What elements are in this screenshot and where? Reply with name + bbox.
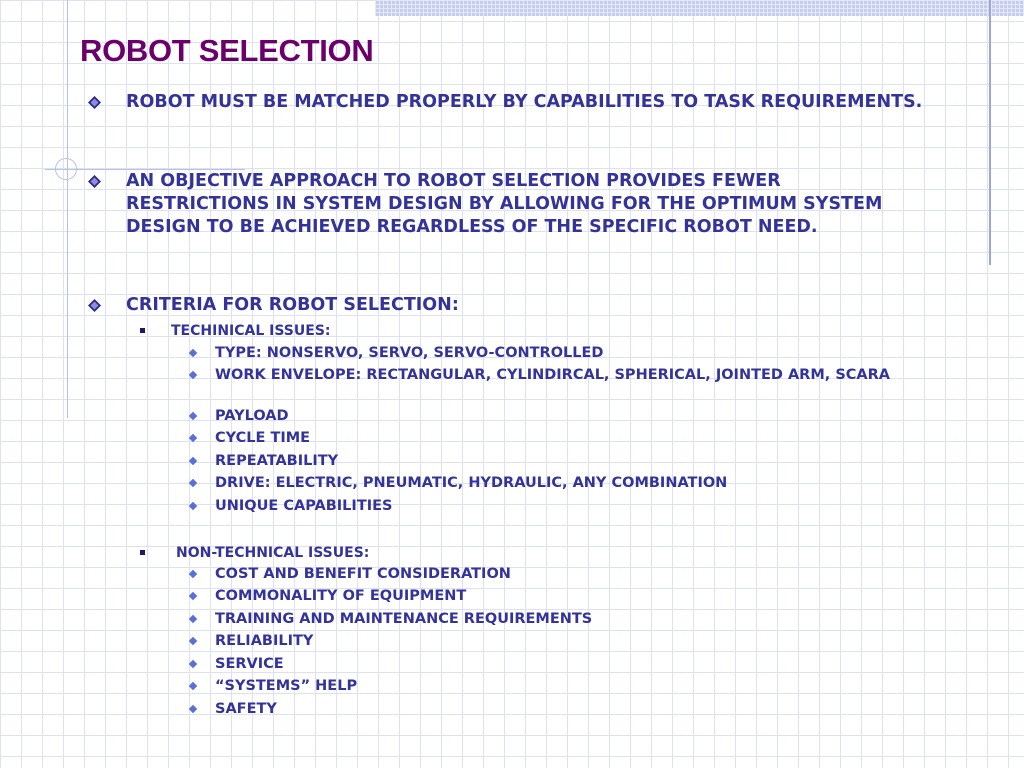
- diamond-small-bullet-icon: [189, 457, 197, 465]
- square-bullet-icon: [140, 550, 145, 555]
- diamond-small-bullet-icon: [189, 434, 197, 442]
- diamond-small-bullet-icon: [189, 349, 197, 357]
- slide-title: ROBOT SELECTION: [80, 33, 374, 68]
- technical-item: REPEATABILITY: [215, 453, 339, 469]
- diamond-small-bullet-icon: [189, 371, 197, 379]
- right-decorative-line: [989, 0, 991, 265]
- diamond-bullet-icon: [88, 299, 101, 312]
- diamond-small-bullet-icon: [189, 615, 197, 623]
- bullet-matching: ROBOT MUST BE MATCHED PROPERLY BY CAPABILITIES TO TASK REQUIREMENTS.: [126, 92, 923, 112]
- technical-item: CYCLE TIME: [215, 430, 311, 446]
- technical-issues-heading: TECHINICAL ISSUES:: [171, 323, 331, 339]
- nontechnical-item: “SYSTEMS” HELP: [215, 678, 358, 694]
- diamond-small-bullet-icon: [189, 660, 197, 668]
- technical-item: PAYLOAD: [215, 408, 289, 424]
- nontechnical-item: COMMONALITY OF EQUIPMENT: [215, 588, 467, 604]
- square-bullet-icon: [140, 328, 145, 333]
- diamond-small-bullet-icon: [189, 479, 197, 487]
- diamond-small-bullet-icon: [189, 412, 197, 420]
- diamond-small-bullet-icon: [189, 592, 197, 600]
- nontechnical-issues-heading: NON-TECHNICAL ISSUES:: [176, 545, 370, 561]
- diamond-bullet-icon: [88, 175, 101, 188]
- diamond-small-bullet-icon: [189, 637, 197, 645]
- nontechnical-item: SERVICE: [215, 656, 284, 672]
- left-decorative-line: [67, 0, 68, 418]
- nontechnical-item: RELIABILITY: [215, 633, 314, 649]
- diamond-small-bullet-icon: [189, 502, 197, 510]
- technical-item: TYPE: NONSERVO, SERVO, SERVO-CONTROLLED: [215, 345, 604, 361]
- decorative-circle: [55, 158, 77, 180]
- top-decorative-band: [375, 0, 1024, 16]
- technical-item: UNIQUE CAPABILITIES: [215, 498, 393, 514]
- bullet-objective-approach: AN OBJECTIVE APPROACH TO ROBOT SELECTION PROVIDES FEWER RESTRICTIONS IN SYSTEM DESIGN BY ALLOWING FOR THE OPTIMUM SYSTEM DESIGN TO BE ACHIEVED REGARDLESS OF THE SPECIFIC ROBOT NEED.: [126, 171, 883, 237]
- diamond-small-bullet-icon: [189, 570, 197, 578]
- technical-item: DRIVE: ELECTRIC, PNEUMATIC, HYDRAULIC, ANY COMBINATION: [215, 475, 728, 491]
- diamond-bullet-icon: [88, 96, 101, 109]
- nontechnical-item: SAFETY: [215, 701, 277, 717]
- nontechnical-item: TRAINING AND MAINTENANCE REQUIREMENTS: [215, 611, 593, 627]
- diamond-small-bullet-icon: [189, 682, 197, 690]
- nontechnical-item: COST AND BENEFIT CONSIDERATION: [215, 566, 511, 582]
- technical-item: WORK ENVELOPE: RECTANGULAR, CYLINDIRCAL, SPHERICAL, JOINTED ARM, SCARA: [215, 367, 891, 383]
- diamond-small-bullet-icon: [189, 705, 197, 713]
- bullet-criteria: CRITERIA FOR ROBOT SELECTION:: [126, 295, 459, 315]
